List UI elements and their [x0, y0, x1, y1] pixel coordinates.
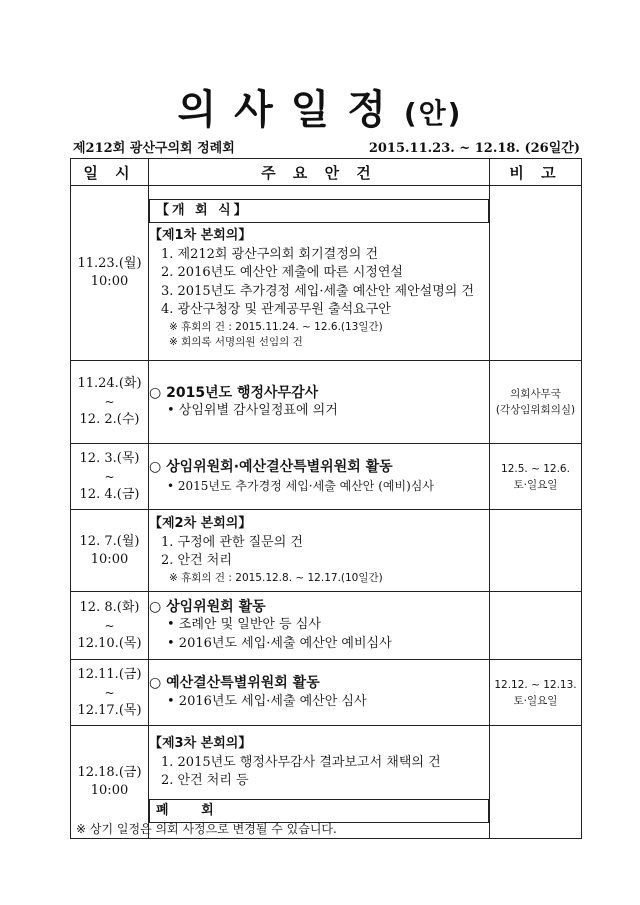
header-agenda: 주 요 안 건	[149, 159, 490, 186]
agenda-item: 4. 광산구청장 및 관계공무원 출석요구안	[161, 302, 391, 317]
remark-cell	[490, 592, 582, 660]
agenda-cell	[149, 510, 490, 592]
date-cell	[71, 660, 149, 726]
agenda-note: ※ 휴회의 건 : 2015.11.24. ~ 12.6.(13일간)	[169, 320, 383, 333]
date-cell	[71, 186, 149, 361]
agenda-item: 2. 안건 처리 등	[161, 773, 249, 788]
date-tilde: ~	[104, 395, 115, 409]
time-line: 10:00	[90, 551, 129, 567]
date-cell	[71, 510, 149, 592]
remark-line: 12.5. ~ 12.6.	[501, 462, 570, 475]
agenda-item: 1. 구정에 관한 질문의 건	[161, 534, 303, 550]
remark-line: 12.12. ~ 12.13.	[494, 678, 577, 691]
title-suffix: (안)	[403, 97, 463, 130]
remark-cell	[490, 444, 582, 510]
header-date: 일 시	[71, 159, 149, 186]
agenda-cell	[149, 186, 490, 361]
remark-cell	[490, 726, 582, 839]
date-tilde: ~	[104, 469, 115, 484]
date-tilde: ~	[104, 618, 115, 633]
time-line: 10:00	[90, 274, 129, 289]
agenda-item: 1. 제212회 광산구의회 회기결정의 건	[161, 246, 378, 262]
agenda-cell	[149, 361, 490, 444]
agenda-heading: ○ 상임위원회 활동	[149, 598, 266, 615]
table-row	[71, 510, 582, 592]
session-title: 【제2차 본회의】	[149, 516, 252, 532]
agenda-bullet: • 조례안 및 일반안 등 심사	[167, 617, 321, 633]
date-to: 12.10.(목)	[77, 635, 142, 651]
table-row	[71, 660, 582, 726]
time-line: 10:00	[90, 783, 129, 798]
date-from: 12. 3.(목)	[79, 450, 140, 466]
agenda-bullet: • 상임위별 감사일정표에 의거	[167, 403, 338, 418]
table-row	[71, 592, 582, 660]
agenda-item: 3. 2015년도 추가경정 세입·세출 예산안 제안설명의 건	[161, 283, 475, 299]
agenda-cell	[149, 444, 490, 510]
agenda-heading: ○ 예산결산특별위원회 활동	[149, 675, 320, 691]
date-cell	[71, 444, 149, 510]
remark-cell	[490, 510, 582, 592]
date-line: 11.23.(월)	[77, 256, 142, 271]
agenda-note: ※ 휴회의 건 : 2015.12.8. ~ 12.17.(10일간)	[169, 571, 383, 584]
agenda-bullet: • 2015년도 추가경정 세입·세출 예산안 (예비)심사	[167, 478, 434, 493]
date-from: 12. 8.(화)	[79, 599, 140, 615]
date-from: 11.24.(화)	[77, 376, 142, 391]
remark-line: 의회사무국	[510, 388, 561, 400]
agenda-cell	[149, 592, 490, 660]
remark-line: 토·일요일	[513, 478, 558, 491]
date-to: 12. 4.(금)	[79, 486, 140, 502]
date-from: 12.11.(금)	[77, 666, 142, 682]
date-to: 12. 2.(수)	[79, 412, 140, 427]
table-header-row	[71, 159, 582, 186]
agenda-heading: ○ 2015년도 행정사무감사	[149, 384, 319, 401]
page-title	[0, 78, 640, 135]
date-line: 12. 7.(월)	[79, 533, 140, 549]
session-title: 【제3차 본회의】	[149, 736, 252, 751]
date-line: 12.18.(금)	[77, 765, 142, 780]
session-name: 제212회 광산구의회 정례회	[73, 141, 235, 156]
agenda-item: 1. 2015년도 행정사무감사 결과보고서 채택의 건	[161, 754, 441, 770]
header-note: 비 고	[490, 159, 582, 186]
remark-line: 토·일요일	[513, 694, 558, 707]
remark-line: (각상임위회의실)	[495, 404, 576, 416]
agenda-bullet: • 2016년도 세입·세출 예산안 예비심사	[167, 635, 392, 651]
agenda-bullet: • 2016년도 세입·세출 예산안 심사	[167, 693, 367, 709]
title-main: 의 사 일 정	[177, 87, 388, 133]
remark-cell	[490, 361, 582, 444]
table-row	[71, 361, 582, 444]
closing-ceremony: 폐 회	[149, 799, 489, 824]
agenda-item: 2. 안건 처리	[161, 553, 232, 569]
remark-cell	[490, 186, 582, 361]
session-title: 【제1차 본회의】	[149, 228, 252, 243]
date-cell	[71, 592, 149, 660]
date-tilde: ~	[104, 685, 115, 700]
agenda-item: 2. 2016년도 예산안 제출에 따른 시정연설	[161, 265, 403, 280]
footer-note: ※ 상기 일정은 의회 사정으로 변경될 수 있습니다.	[76, 822, 337, 836]
agenda-note: ※ 회의록 서명의원 선임의 건	[169, 335, 303, 348]
date-cell	[71, 361, 149, 444]
agenda-heading: ○ 상임위원회·예산결산특별위원회 활동	[149, 459, 393, 475]
schedule-table	[70, 158, 582, 839]
table-row	[71, 444, 582, 510]
session-period: 2015.11.23. ~ 12.18. (26일간)	[368, 141, 580, 156]
date-to: 12.17.(목)	[77, 702, 142, 718]
table-row	[71, 186, 582, 361]
opening-ceremony: 【개 회 식】	[149, 199, 489, 224]
remark-cell	[490, 660, 582, 726]
agenda-cell	[149, 660, 490, 726]
